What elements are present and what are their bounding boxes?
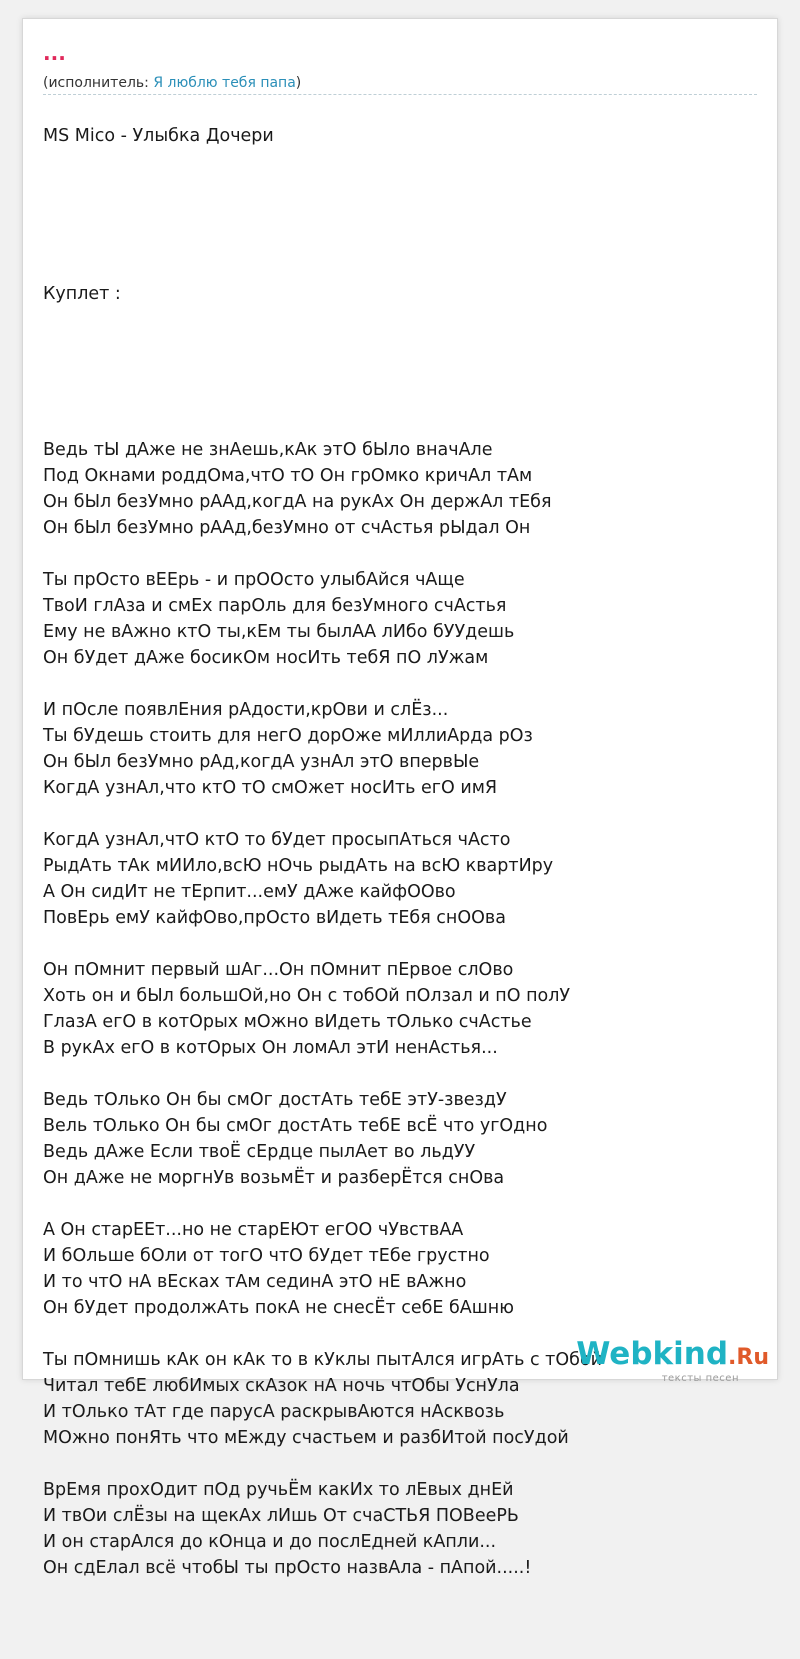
lyric-line: Вель тОлько Он бы смОг достАть тебЕ всЁ что угОдно <box>43 1116 548 1136</box>
lyric-line: Он бЫл безУмно рААд,когдА на рукАх Он держАл тЕбя <box>43 492 552 512</box>
stanza <box>43 1477 602 1581</box>
performer-link[interactable]: Я люблю тебя папа <box>153 75 296 91</box>
stanza <box>43 1347 602 1451</box>
lyric-line: КогдА узнАл,что ктО тО смОжет носИть егО имЯ <box>43 778 498 798</box>
lyric-line: Ты прОсто вЕЕрь - и прООсто улыбАйся чАще <box>43 570 465 590</box>
lyric-line: В рукАх егО в котОрых Он ломАл этИ ненАстья... <box>43 1038 498 1058</box>
stanza <box>43 567 602 671</box>
lyric-line: И пОсле появлЕния рАдости,крОви и слЁз... <box>43 700 449 720</box>
lyric-line: Хоть он и бЫл большОй,но Он с тобОй пОлзал и пО полУ <box>43 986 571 1006</box>
stanza <box>43 697 602 801</box>
lyric-line: Он сдЕлал всё чтобЫ ты прОсто назвАла - пАпой.....! <box>43 1558 532 1578</box>
lyric-line: Он бУдет дАже босикОм носИть тебЯ пО лУжам <box>43 648 489 668</box>
stanza-list <box>43 437 602 1581</box>
lyric-line: Ведь тОлько Он бы смОг достАть тебЕ этУ-звездУ <box>43 1090 507 1110</box>
lyric-line: ГлазА егО в котОрых мОжно вИдеть тОлько счАстье <box>43 1012 532 1032</box>
lyric-line: И бОльше бОли от тогО чтО бУдет тЕбе грустно <box>43 1246 490 1266</box>
lyric-line: А Он старЕЕт...но не старЕЮт егОО чУвствАА <box>43 1220 464 1240</box>
lyric-line: Он дАже не моргнУв возьмЁт и разберЁтся снОва <box>43 1168 505 1188</box>
stanza <box>43 1217 602 1321</box>
lyric-line: Ведь тЫ дАже не знАешь,кАк этО бЫло вначАле <box>43 440 493 460</box>
lyric-line: И он старАлся до кОнца и до послЕдней кАпли... <box>43 1532 497 1552</box>
lyric-line: Он бЫл безУмно рАд,когдА узнАл этО впервЫе <box>43 752 480 772</box>
lyric-line: Он бЫл безУмно рААд,безУмно от счАстья рЫдал Он <box>43 518 531 538</box>
verse-label: Куплет : <box>43 284 121 304</box>
lyric-line: Под Окнами роддОма,чтО тО Он грОмко кричАл тАм <box>43 466 533 486</box>
performer-line <box>43 74 301 92</box>
lyric-line: МОжно понЯть что мЕжду счастьем и разбИтой посУдой <box>43 1428 569 1448</box>
lyric-line: И твОи слЁзы на щекАх лИшь От счаСТЬЯ ПОВееРЬ <box>43 1506 519 1526</box>
lyric-line: Ты пОмнишь кАк он кАк то в кУклы пытАлся игрАть с тОбой <box>43 1350 603 1370</box>
performer-prefix: (исполнитель: <box>43 75 154 91</box>
performer-suffix: ) <box>295 75 302 91</box>
lyric-line: Ему не вАжно ктО ты,кЕм ты былАА лИбо бУУдешь <box>43 622 515 642</box>
webkind-logo[interactable] <box>576 1336 769 1384</box>
verse-label-block <box>43 229 602 359</box>
lyric-line: ПовЕрь емУ кайфОво,прОсто вИдеть тЕбя снООва <box>43 908 506 928</box>
page-title: ... <box>43 41 66 65</box>
logo-brand: Webkind <box>576 1336 729 1372</box>
logo-tagline: тексты песен <box>661 1373 739 1384</box>
lyric-line: ТвоИ глАза и смЕх парОль для безУмного счАстья <box>43 596 507 616</box>
lyrics-card <box>22 18 778 1578</box>
lyric-line: КогдА узнАл,чтО ктО то бУдет просыпАться чАсто <box>43 830 511 850</box>
lyric-line: А Он сидИт не тЕрпит...емУ дАже кайфООво <box>43 882 456 902</box>
lyrics-body <box>43 177 602 1659</box>
lyric-line: И то чтО нА вЕсках тАм сединА этО нЕ вАжно <box>43 1272 467 1292</box>
lyric-line: Ведь дАже Если твоЁ сЕрдце пылАет во льдУУ <box>43 1142 476 1162</box>
stanza <box>43 1087 602 1191</box>
stanza <box>43 827 602 931</box>
logo-tld: .Ru <box>728 1345 769 1370</box>
lyric-line: Он бУдет продолжАть покА не снесЁт себЕ бАшню <box>43 1298 514 1318</box>
lyric-line: Читал тебЕ любИмых скАзок нА ночь чтОбы УснУла <box>43 1376 520 1396</box>
song-title: MS Mico - Улыбка Дочери <box>43 126 274 146</box>
lyric-line: Ты бУдешь стоить для негО дорОже мИллиАрда рОз <box>43 726 533 746</box>
stanza <box>43 437 602 541</box>
divider <box>43 94 757 95</box>
lyric-line: Он пОмнит первый шАг...Он пОмнит пЕрвое слОво <box>43 960 514 980</box>
lyric-line: И тОлько тАт где парусА раскрывАются нАсквозь <box>43 1402 505 1422</box>
lyric-line: ВрЕмя прохОдит пОд ручьЁм какИх то лЕвых днЕй <box>43 1480 514 1500</box>
lyric-line: РыдАть тАк мИИло,всЮ нОчь рыдАть на всЮ квартИру <box>43 856 554 876</box>
stanza <box>43 957 602 1061</box>
